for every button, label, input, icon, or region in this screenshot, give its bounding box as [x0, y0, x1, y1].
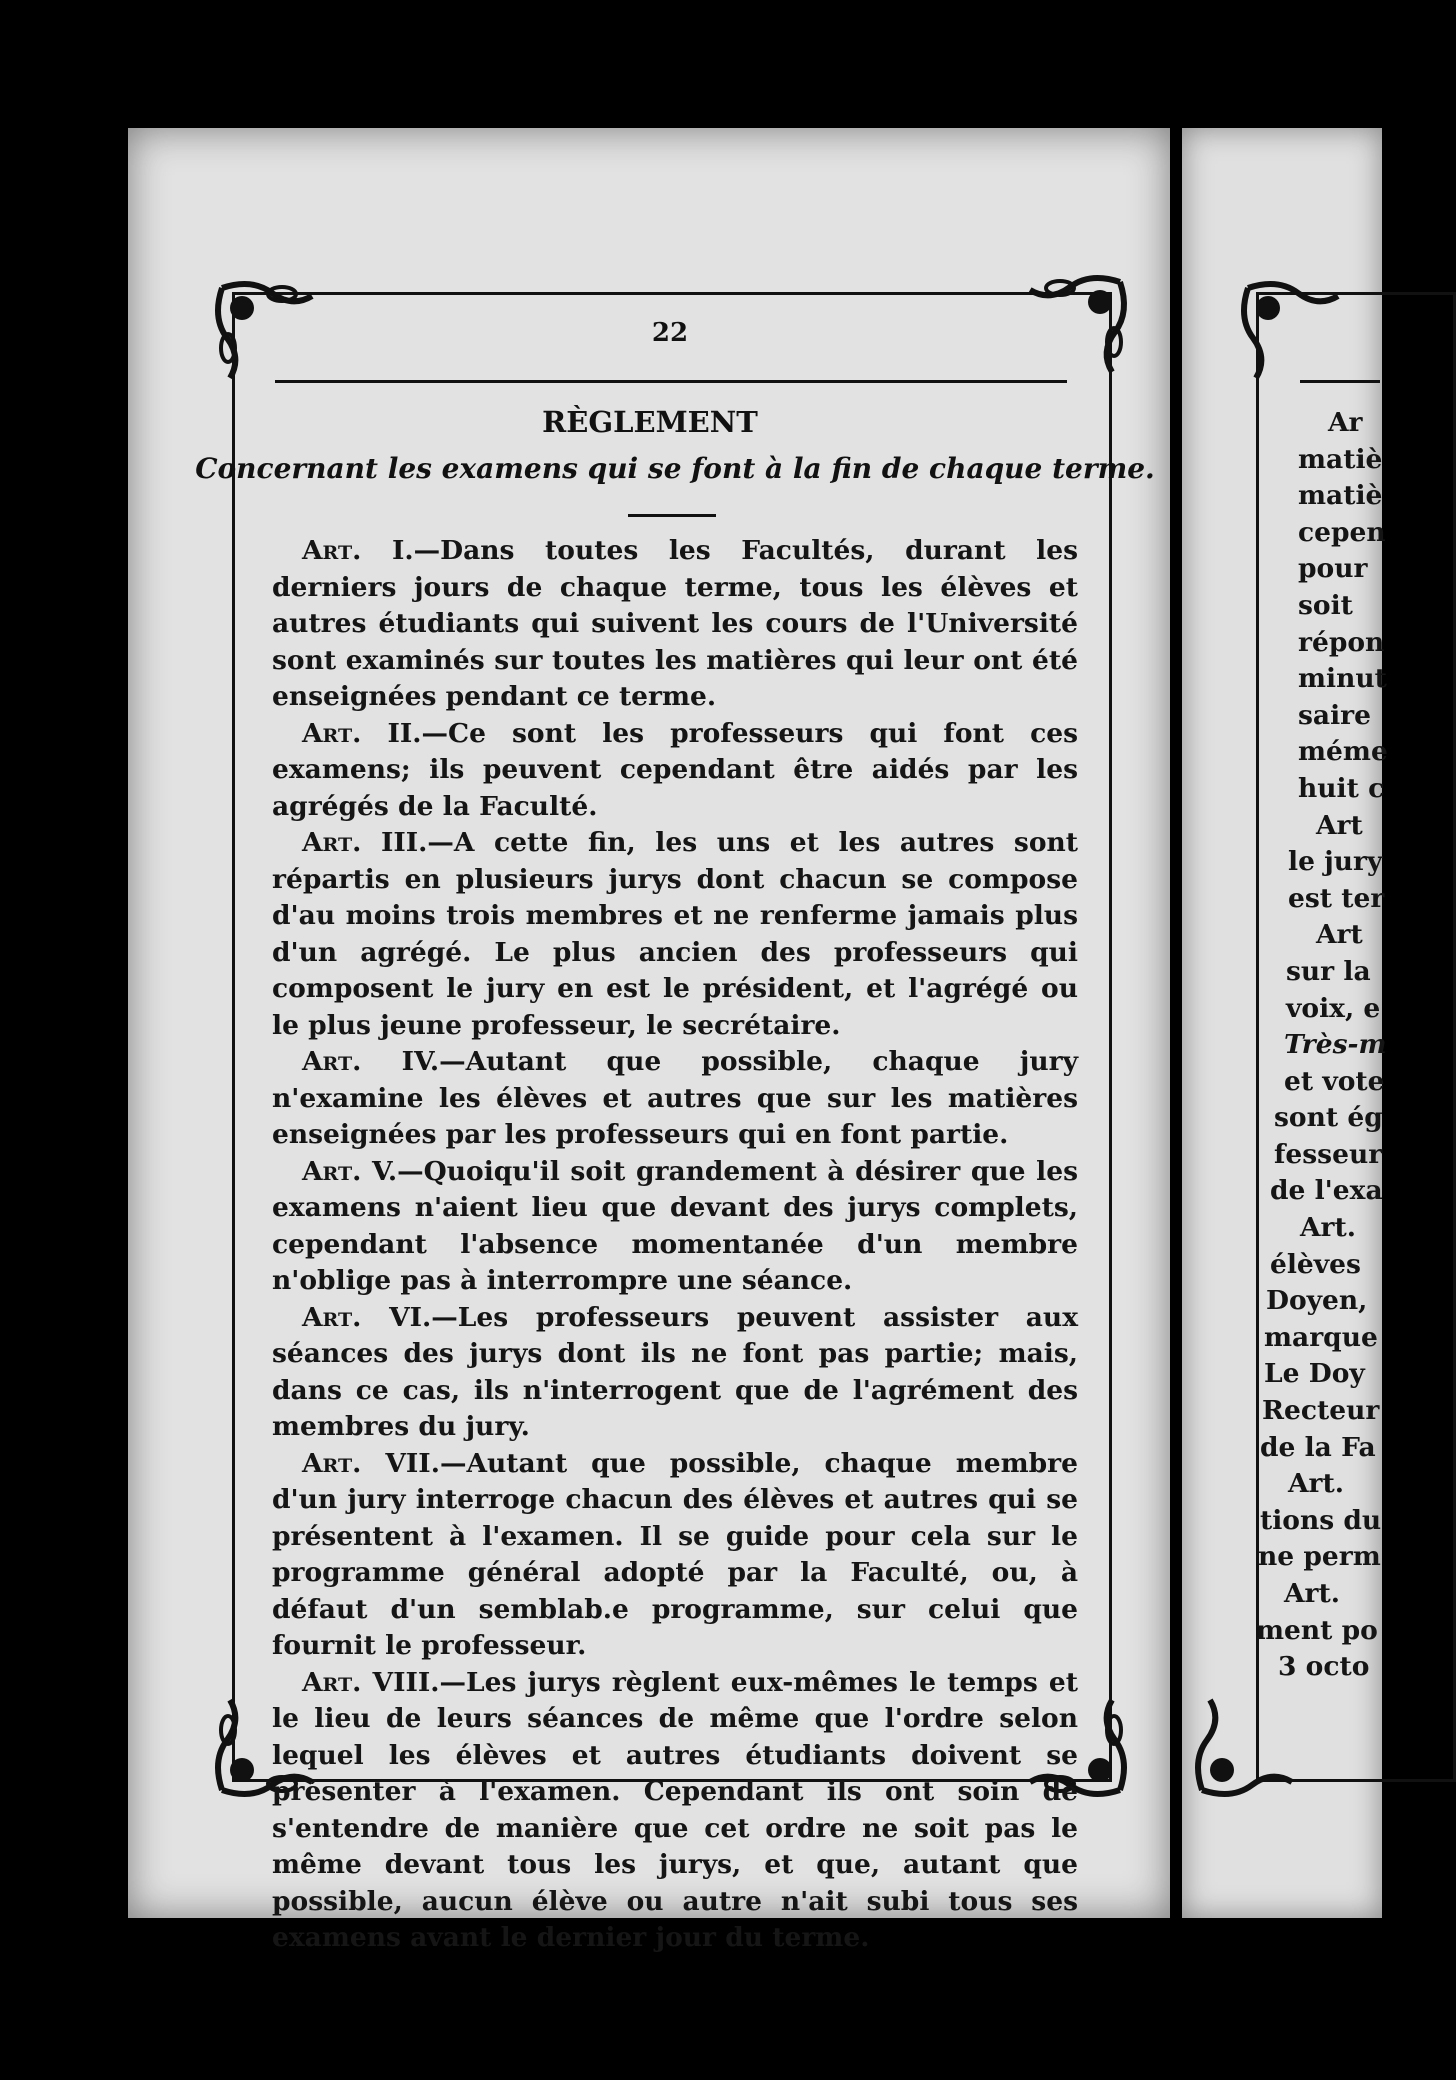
right-line: est ter [1288, 882, 1385, 914]
corner-ornament-icon [1192, 1700, 1292, 1800]
article-label: Art. VI. [302, 1301, 432, 1333]
right-line: Très-m [1284, 1029, 1387, 1061]
right-line: cepen [1298, 516, 1386, 548]
right-line: matiè [1298, 480, 1383, 512]
right-line: le jury [1288, 846, 1383, 878]
right-header-rule [1300, 380, 1380, 383]
right-line: marque [1264, 1321, 1378, 1353]
right-line: sont ég [1274, 1102, 1383, 1134]
right-line: de l'exa [1270, 1175, 1383, 1207]
article-label: Art. V. [302, 1155, 398, 1187]
article-label: Art. II. [302, 717, 422, 749]
title-divider [628, 514, 716, 517]
article-label: Art. VIII. [302, 1666, 440, 1698]
page-subtitle: Concernant les examens qui se font à la fin de chaque terme. [195, 452, 1155, 485]
right-line: Art. [1284, 1578, 1340, 1609]
article-label: Art. I. [302, 535, 414, 566]
header-rule [275, 380, 1067, 383]
right-page-text [1248, 405, 1388, 1686]
right-line: Art. [1288, 1468, 1344, 1500]
article [272, 1154, 1078, 1300]
right-line: de la Fa [1260, 1431, 1376, 1463]
article-text: —Autant que possible, chaque membre d'un jury interroge chacun des élèves et autres qui se présentent à l'examen. Il se guide pour cela sur le programme général adopté par la Faculté, ou, à défaut d'un semblab.e programme, sur celui que fournit le professeur. [272, 1447, 1079, 1661]
articles-body [272, 533, 1078, 1957]
article-label: Art. IV. [302, 1046, 440, 1077]
article-text: —Les jurys règlent eux-mêmes le temps et le lieu de leurs séances de même que l'ordre selon lequel les élèves et autres étudiants doivent se présenter à l'examen. Cependant ils ont soin de s'entendre de manière que cet ordre ne soit pas le même devant tous les jurys, et que, autant que possible, aucun élève ou autre n'ait subi tous ses examens avant le dernier jour du terme. [272, 1666, 1078, 1953]
right-line: soit [1298, 589, 1353, 621]
right-line: Recteur [1262, 1395, 1380, 1427]
right-line: sur la [1286, 955, 1371, 987]
right-line: répon [1298, 626, 1385, 658]
article [272, 1044, 1078, 1154]
right-line: fesseur [1274, 1138, 1383, 1170]
article-text: —Autant que possible, chaque jury n'examine les élèves et autres que sur les matières enseignées par les professeurs qui en font partie. [272, 1046, 1078, 1150]
page-number: 22 [651, 318, 689, 348]
article [272, 825, 1078, 1044]
article-label: Art. VII. [302, 1447, 440, 1479]
right-line: matiè [1298, 443, 1383, 475]
article-text: —Quoiqu'il soit grandement à désirer que les examens n'aient lieu que devant des jurys complets, cependant l'absence momentanée d'un membre n'oblige pas à interrompre une séance. [272, 1155, 1079, 1296]
right-line: tions du [1260, 1504, 1382, 1536]
article-text: —Dans toutes les Facultés, durant les derniers jours de chaque terme, tous les élèves et autres étudiants qui suivent les cours de l'Université sont examinés sur toutes les matières qui leur ont été enseignées pendant ce terme. [272, 535, 1078, 712]
right-line: ment po [1256, 1614, 1378, 1646]
article-text: —A cette fin, les uns et les autres sont répartis en plusieurs jurys dont chacun se compose d'au moins trois membres et ne renferme jamais plus d'un agrégé. Le plus ancien des professeurs qui composent le jury en est le président, et l'agrégé ou le plus jeune professeur, le secrétaire. [272, 827, 1078, 1041]
right-line: Art [1316, 809, 1363, 841]
right-line: ne perm [1258, 1541, 1381, 1573]
right-line: minut [1298, 663, 1387, 695]
page-title: RÈGLEMENT [542, 405, 758, 439]
right-line: saire [1298, 699, 1371, 731]
right-line: huit c [1298, 772, 1385, 804]
article [272, 1300, 1078, 1446]
right-line: et vote [1284, 1065, 1385, 1097]
right-line: 3 octo [1278, 1651, 1370, 1683]
article-label: Art. III. [302, 827, 428, 858]
right-line: méme [1298, 736, 1388, 768]
article [272, 533, 1078, 716]
right-line: élèves [1270, 1248, 1361, 1280]
article-text: —Ce sont les professeurs qui font ces examens; ils peuvent cependant être aidés par les agrégés de la Faculté. [272, 717, 1079, 822]
right-line: pour [1298, 553, 1368, 585]
right-line: Art [1316, 919, 1363, 951]
article [272, 716, 1078, 826]
right-line: Le Doy [1264, 1358, 1365, 1390]
right-line: Ar [1328, 407, 1363, 438]
article [272, 1446, 1078, 1665]
right-line: voix, e [1286, 992, 1381, 1024]
article [272, 1665, 1078, 1957]
article-text: —Les professeurs peuvent assister aux séances des jurys dont ils ne font pas partie; mais, dans ce cas, ils n'interrogent que de l'agrément des membres du jury. [272, 1301, 1078, 1442]
right-line: Art. [1300, 1212, 1356, 1244]
right-line: Doyen, [1266, 1285, 1368, 1317]
